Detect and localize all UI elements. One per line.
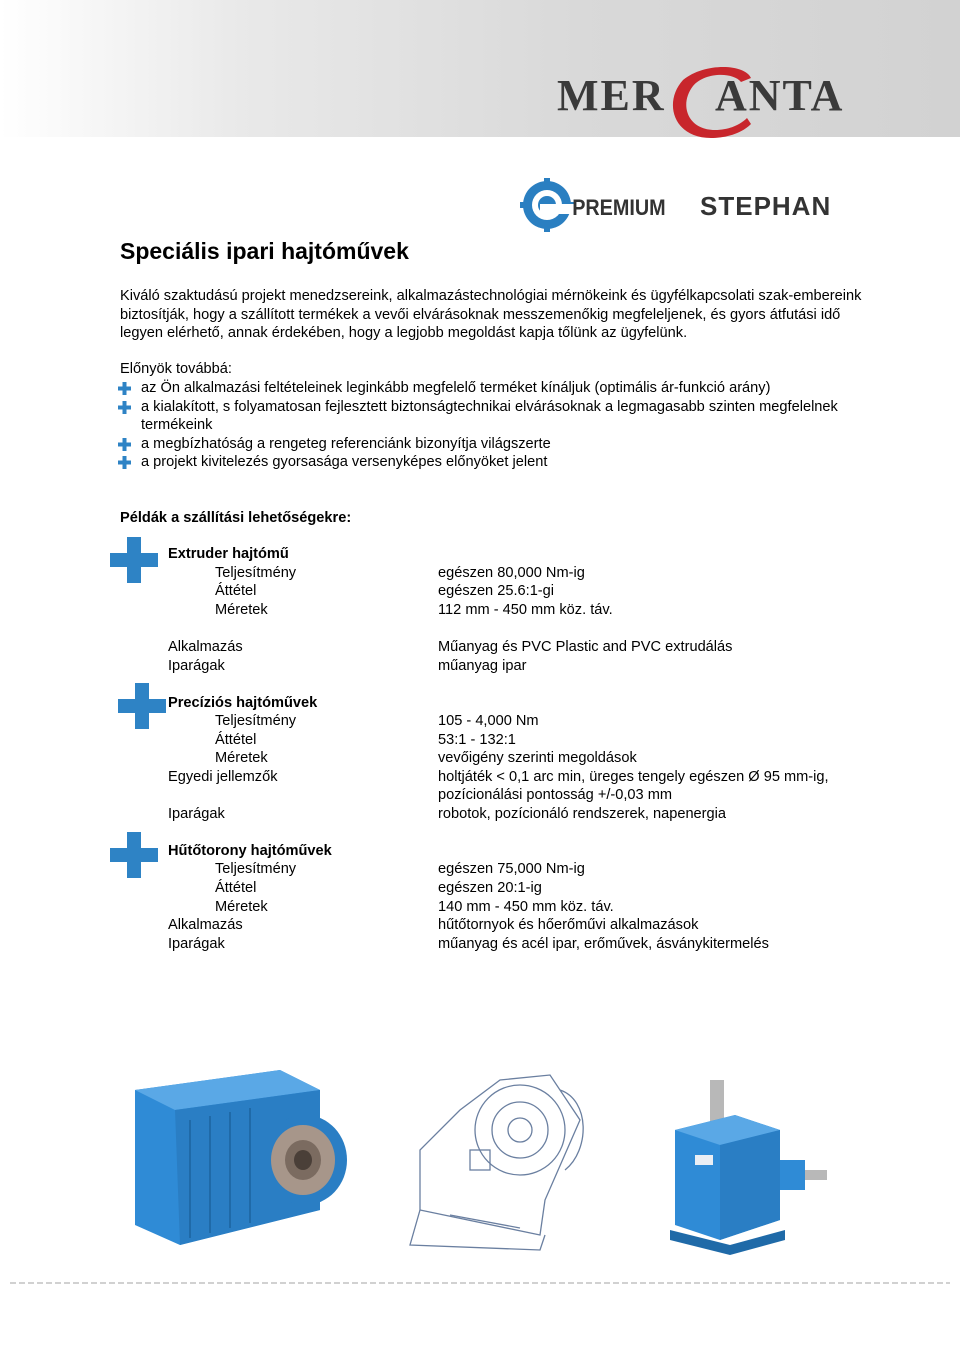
spec-label: Teljesítmény [215, 861, 297, 877]
spec-label: Teljesítmény [215, 713, 297, 729]
spec-label: Áttétel [215, 732, 257, 748]
spec-label: Iparágak [168, 936, 225, 952]
spec-value: egészen 25.6:1-gi [438, 583, 555, 599]
svg-text:MER: MER [557, 71, 666, 120]
extruder-gearbox-image [135, 1070, 347, 1245]
spec-label: Iparágak [168, 806, 225, 822]
large-plus-icon [118, 683, 166, 729]
mercanta-logo [555, 58, 855, 138]
product-images [120, 1060, 840, 1260]
spec-label: Méretek [215, 602, 268, 618]
spec-value: hűtőtornyok és hőerőművi alkalmazások [438, 917, 699, 933]
examples-heading: Példák a szállítási lehetőségekre: [120, 510, 352, 526]
advantages-list [118, 379, 878, 472]
plus-bullet-icon [118, 401, 131, 414]
advantage-text: a kialakított, s folyamatosan fejlesztett biztonságtechnikai elvárásoknak a legmagasabb szinten megfelelnek termékeink [141, 398, 838, 434]
advantage-text: az Ön alkalmazási feltételeinek leginkább megfelelő terméket kínáljuk (optimális ár-funkció arány) [141, 380, 771, 396]
spec-value: vevőigény szerinti megoldások [438, 750, 637, 766]
spec-value: műanyag és acél ipar, erőművek, ásványkitermelés [438, 936, 769, 952]
svg-text:STEPHAN: STEPHAN [700, 191, 832, 221]
svg-text:PREMIUM: PREMIUM [572, 196, 666, 221]
spec-label: Alkalmazás [168, 639, 243, 655]
spec-value: egészen 75,000 Nm-ig [438, 861, 585, 877]
plus-bullet-icon [118, 382, 131, 395]
spec-label: Iparágak [168, 658, 225, 674]
spec-value: Műanyag és PVC Plastic and PVC extrudálás [438, 639, 733, 655]
plus-bullet-icon [118, 456, 131, 469]
precision-gearbox-drawing [410, 1075, 583, 1250]
list-item [118, 379, 878, 398]
footer-divider [10, 1282, 950, 1284]
spec-label: Áttétel [215, 880, 257, 896]
advantage-text: a megbízhatóság a rengeteg referenciánk bizonyítja világszerte [141, 435, 551, 452]
list-item [118, 453, 878, 472]
spec-label: Teljesítmény [215, 565, 297, 581]
spec-label: Áttétel [215, 583, 257, 599]
spec-value: robotok, pozícionáló rendszerek, napenergia [438, 806, 727, 822]
spec-value: 112 mm - 450 mm köz. táv. [438, 602, 613, 618]
spec-value: egészen 80,000 Nm-ig [438, 565, 585, 581]
large-plus-icon [110, 537, 158, 583]
spec-value: 105 - 4,000 Nm [438, 713, 539, 729]
spec-label: Méretek [215, 750, 268, 766]
large-plus-icon [110, 832, 158, 878]
spec-value: egészen 20:1-ig [438, 880, 542, 896]
premium-stephan-logo [520, 178, 850, 234]
list-item [118, 435, 878, 454]
section-title: Extruder hajtómű [168, 546, 289, 562]
section-title: Hűtőtorony hajtóművek [168, 843, 332, 859]
page-title: Speciális ipari hajtóművek [120, 238, 409, 264]
spec-label: Alkalmazás [168, 917, 243, 933]
advantages-heading: Előnyök továbbá: [120, 361, 232, 377]
spec-value: pozícionálási pontosság +/-0,03 mm [438, 787, 673, 803]
plus-bullet-icon [118, 438, 131, 451]
spec-label: Méretek [215, 899, 268, 915]
spec-value: 53:1 - 132:1 [438, 732, 516, 748]
spec-value: 140 mm - 450 mm köz. táv. [438, 899, 614, 915]
list-item [118, 398, 878, 435]
spec-value: holtjáték < 0,1 arc min, üreges tengely egészen Ø 95 mm-ig, [438, 769, 829, 785]
advantage-text: a projekt kivitelezés gyorsasága versenyképes előnyöket jelent [141, 454, 548, 471]
spec-value: műanyag ipar [438, 658, 527, 674]
spec-label: Egyedi jellemzők [168, 769, 278, 785]
section-title: Precíziós hajtóművek [168, 695, 318, 711]
intro-paragraph: Kiváló szaktudású projekt menedzsereink, alkalmazástechnológiai mérnökeink és ügyfélkapcsolati szak-embereink biztosítják, hogy a szállított termékek a vevői elvárásoknak messzemenőkig megfeleljenek, és gyors átfutási idő legyen elérhető, annak érdekében, hogy a legjobb megoldást kapja tőlünk az ügyfelünk. [120, 288, 862, 342]
svg-text:ANTA: ANTA [715, 71, 845, 120]
cooling-tower-gearbox-image [670, 1080, 827, 1255]
